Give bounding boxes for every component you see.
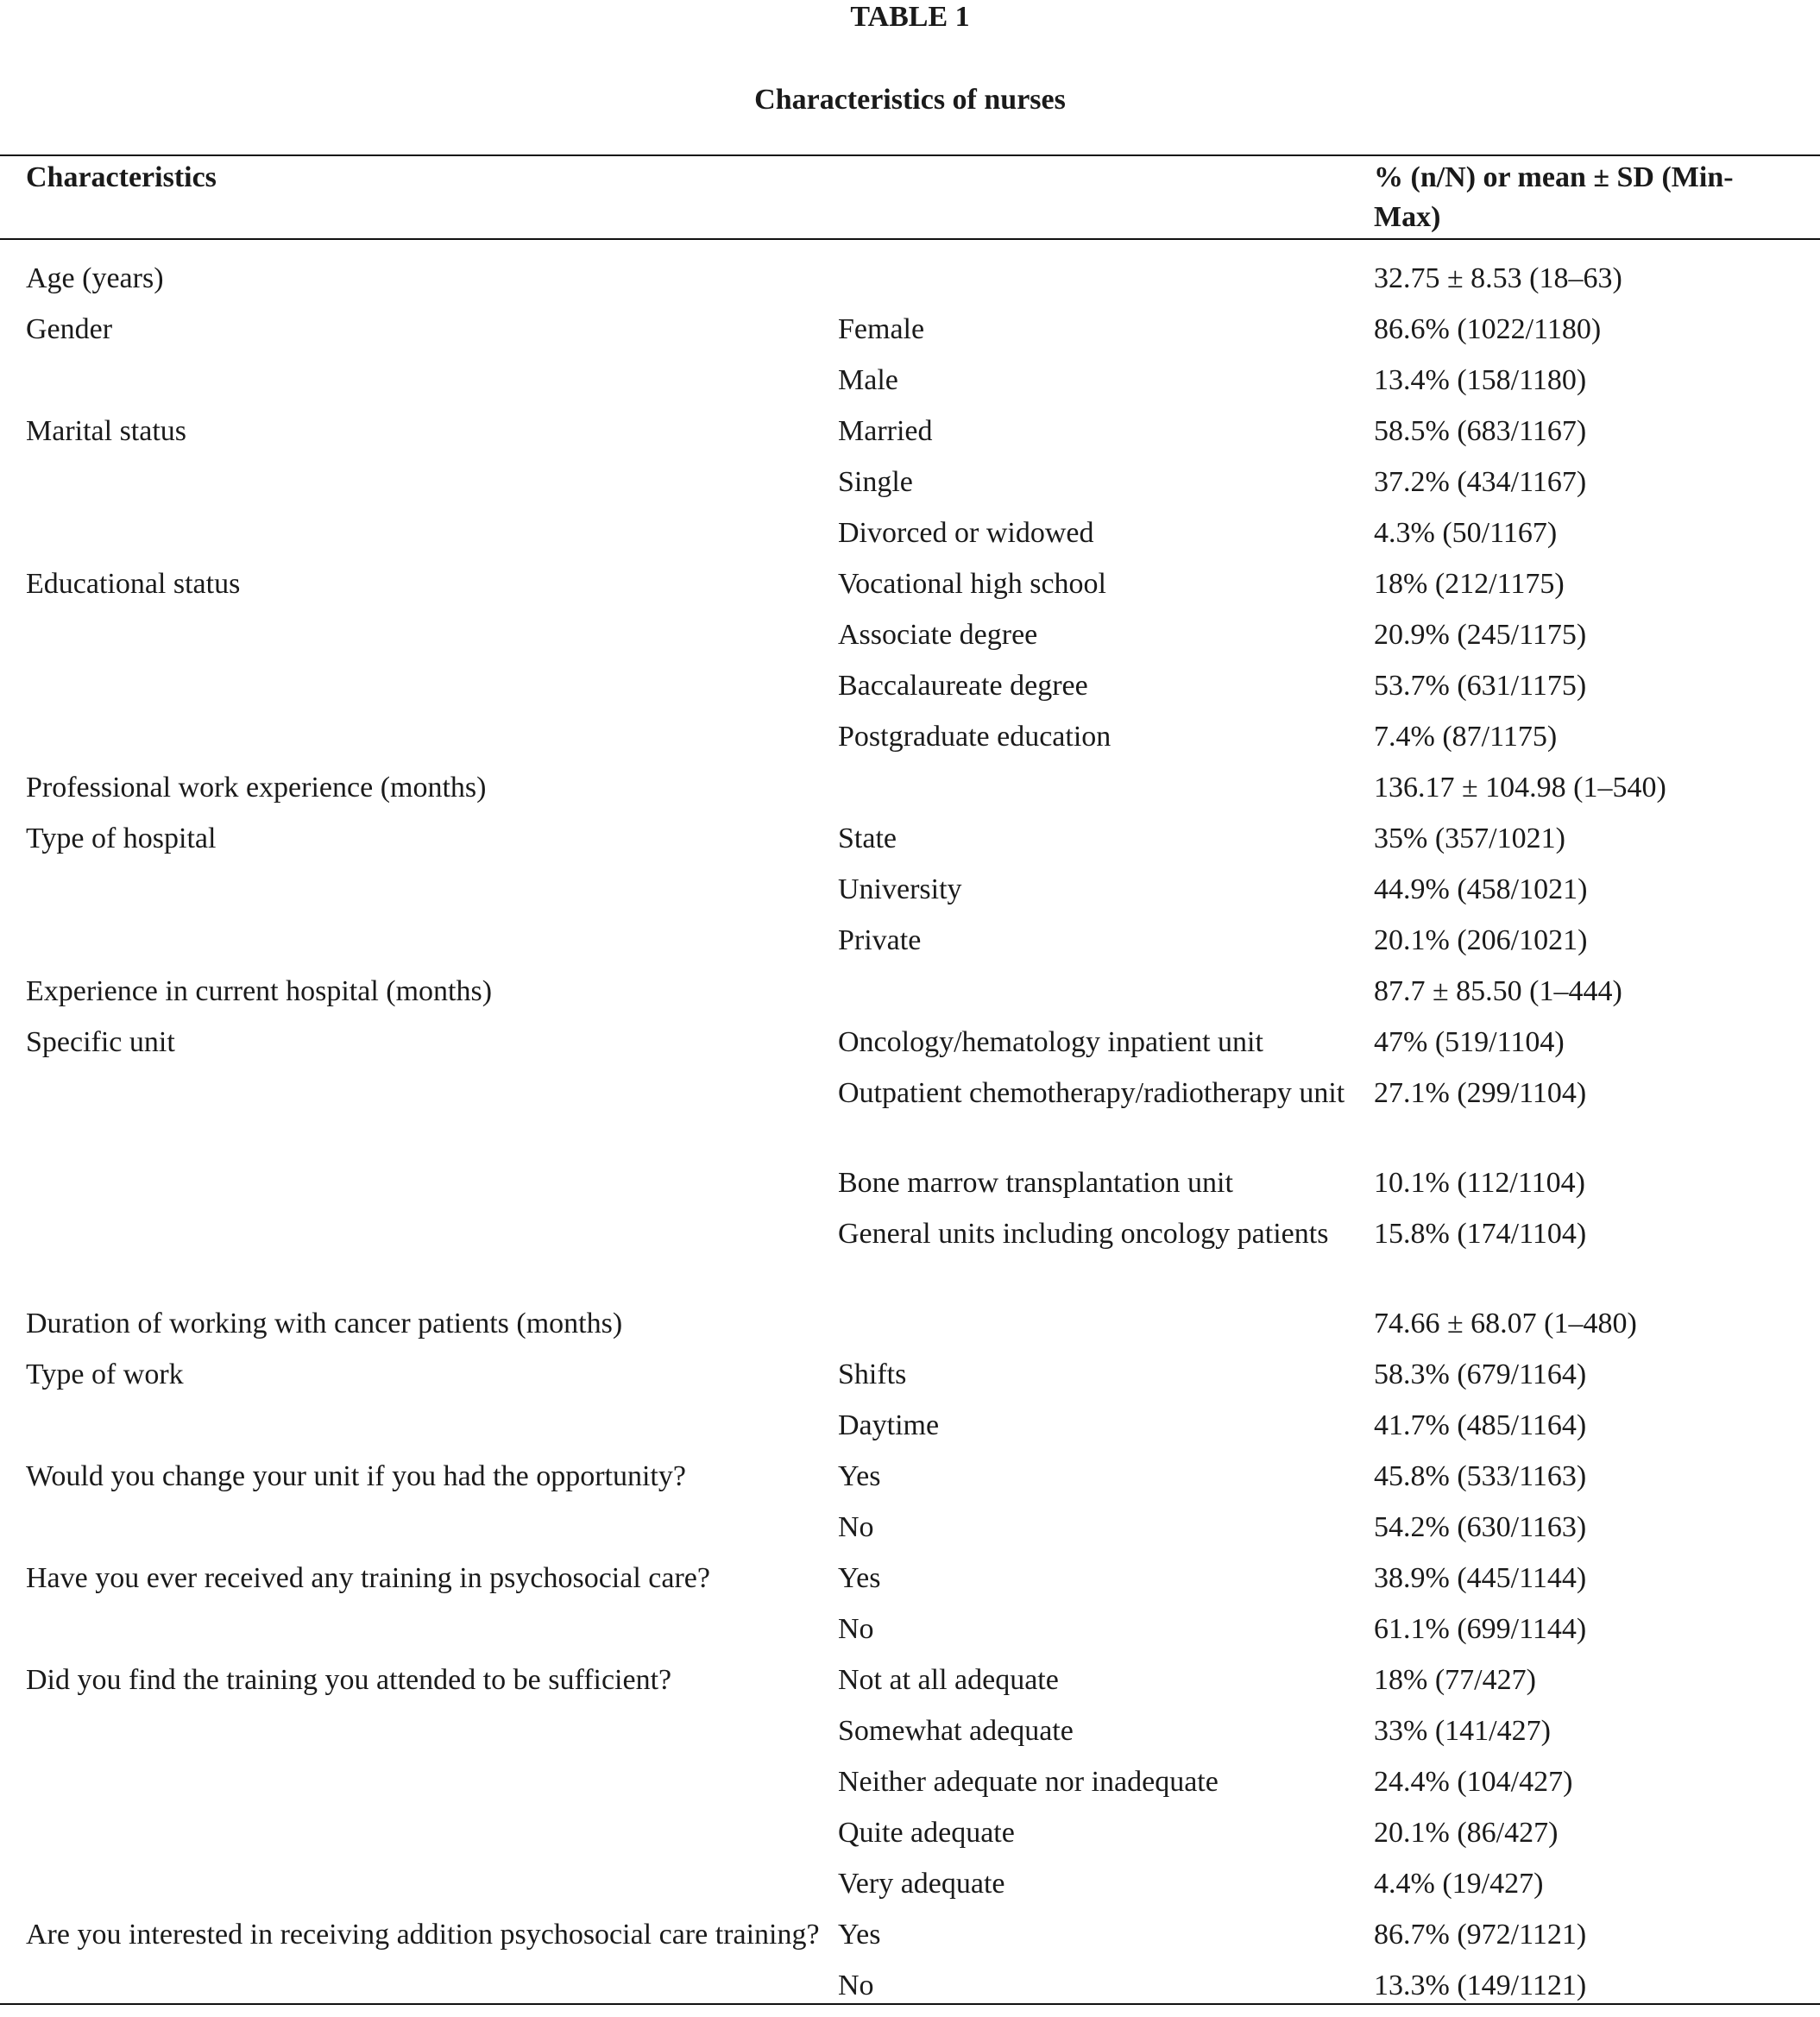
cell-category: Bone marrow transplantation unit bbox=[838, 1167, 1233, 1199]
cell-characteristic-cell bbox=[0, 259, 838, 310]
cell-characteristic-cell bbox=[0, 1074, 838, 1163]
cell-value: 45.8% (533/1163) bbox=[1374, 1460, 1587, 1492]
cell-value-cell bbox=[1374, 1023, 1820, 1074]
table-label: TABLE 1 bbox=[850, 1, 970, 33]
cell-value: 18% (212/1175) bbox=[1374, 568, 1565, 600]
cell-category: Female bbox=[838, 313, 925, 345]
cell-value: 4.4% (19/427) bbox=[1374, 1868, 1544, 1900]
cell-category: Postgraduate education bbox=[838, 721, 1112, 753]
table-header-rule bbox=[0, 238, 1820, 240]
cell-characteristic-cell bbox=[0, 972, 838, 1023]
table-row bbox=[0, 1864, 1820, 1915]
cell-category-cell bbox=[838, 768, 1374, 819]
cell-characteristic-cell bbox=[0, 717, 838, 768]
cell-category-cell bbox=[838, 1508, 1374, 1559]
table-row bbox=[0, 1915, 1820, 1966]
cell-value-cell bbox=[1374, 1355, 1820, 1406]
table-row bbox=[0, 1074, 1820, 1163]
cell-value: 136.17 ± 104.98 (1–540) bbox=[1374, 772, 1666, 804]
cell-value: 35% (357/1021) bbox=[1374, 823, 1565, 854]
cell-characteristic: Are you interested in receiving addition psychosocial care training? bbox=[26, 1919, 820, 1951]
cell-value-cell bbox=[1374, 463, 1820, 514]
cell-category: General units including oncology patients bbox=[838, 1218, 1329, 1250]
cell-characteristic: Duration of working with cancer patients (months) bbox=[26, 1308, 623, 1339]
table-bottom-rule bbox=[0, 2003, 1820, 2005]
cell-category-cell bbox=[838, 666, 1374, 717]
cell-category: No bbox=[838, 1613, 874, 1645]
characteristics-table bbox=[0, 259, 1820, 2017]
cell-characteristic-cell bbox=[0, 310, 838, 361]
cell-category: University bbox=[838, 873, 962, 905]
table-row bbox=[0, 564, 1820, 615]
cell-characteristic: Type of work bbox=[26, 1358, 184, 1390]
cell-category-cell bbox=[838, 717, 1374, 768]
cell-value-cell bbox=[1374, 361, 1820, 412]
cell-characteristic-cell bbox=[0, 564, 838, 615]
cell-value: 41.7% (485/1164) bbox=[1374, 1409, 1587, 1441]
cell-value: 47% (519/1104) bbox=[1374, 1026, 1565, 1058]
table-row bbox=[0, 361, 1820, 412]
cell-category-cell bbox=[838, 361, 1374, 412]
cell-value: 13.3% (149/1121) bbox=[1374, 1970, 1587, 2001]
cell-value: 32.75 ± 8.53 (18–63) bbox=[1374, 262, 1622, 294]
cell-characteristic: Marital status bbox=[26, 415, 187, 447]
cell-value: 15.8% (174/1104) bbox=[1374, 1218, 1587, 1250]
header-value: % (n/N) or mean ± SD (Min-Max) bbox=[1374, 161, 1734, 233]
table-row bbox=[0, 1023, 1820, 1074]
cell-characteristic-cell bbox=[0, 1864, 838, 1915]
cell-category: No bbox=[838, 1511, 874, 1543]
cell-characteristic: Type of hospital bbox=[26, 823, 217, 854]
cell-category-cell bbox=[838, 564, 1374, 615]
cell-value: 74.66 ± 68.07 (1–480) bbox=[1374, 1308, 1637, 1339]
cell-characteristic-cell bbox=[0, 1813, 838, 1864]
cell-category: Married bbox=[838, 415, 933, 447]
table-row bbox=[0, 463, 1820, 514]
cell-value-cell bbox=[1374, 514, 1820, 564]
cell-category: Somewhat adequate bbox=[838, 1715, 1074, 1747]
cell-value: 37.2% (434/1167) bbox=[1374, 466, 1587, 498]
cell-characteristic: Educational status bbox=[26, 568, 241, 600]
cell-value-cell bbox=[1374, 1966, 1820, 2017]
cell-category-cell bbox=[838, 1304, 1374, 1355]
cell-characteristic: Gender bbox=[26, 313, 113, 345]
cell-value: 61.1% (699/1144) bbox=[1374, 1613, 1587, 1645]
table-row bbox=[0, 1304, 1820, 1355]
cell-value-cell bbox=[1374, 412, 1820, 463]
cell-characteristic: Would you change your unit if you had the opportunity? bbox=[26, 1460, 686, 1492]
cell-characteristic: Professional work experience (months) bbox=[26, 772, 487, 804]
cell-value: 20.9% (245/1175) bbox=[1374, 619, 1587, 651]
cell-value-cell bbox=[1374, 1304, 1820, 1355]
table-row bbox=[0, 1508, 1820, 1559]
cell-value-cell bbox=[1374, 564, 1820, 615]
cell-category: Neither adequate nor inadequate bbox=[838, 1766, 1219, 1798]
cell-value: 33% (141/427) bbox=[1374, 1715, 1551, 1747]
table-row bbox=[0, 1610, 1820, 1661]
cell-characteristic-cell bbox=[0, 870, 838, 921]
table-row bbox=[0, 1457, 1820, 1508]
cell-category: Baccalaureate degree bbox=[838, 670, 1088, 702]
cell-value: 4.3% (50/1167) bbox=[1374, 517, 1558, 549]
cell-value-cell bbox=[1374, 819, 1820, 870]
cell-category-cell bbox=[838, 972, 1374, 1023]
cell-characteristic-cell bbox=[0, 361, 838, 412]
cell-characteristic: Experience in current hospital (months) bbox=[26, 975, 493, 1007]
table-row bbox=[0, 972, 1820, 1023]
table-row bbox=[0, 870, 1820, 921]
table-row bbox=[0, 1163, 1820, 1214]
cell-value: 53.7% (631/1175) bbox=[1374, 670, 1587, 702]
cell-value-cell bbox=[1374, 1559, 1820, 1610]
table-row bbox=[0, 1711, 1820, 1762]
cell-value: 7.4% (87/1175) bbox=[1374, 721, 1558, 753]
cell-category-cell bbox=[838, 310, 1374, 361]
cell-value-cell bbox=[1374, 1610, 1820, 1661]
cell-characteristic-cell bbox=[0, 921, 838, 972]
cell-value-cell bbox=[1374, 1406, 1820, 1457]
cell-value-cell bbox=[1374, 310, 1820, 361]
cell-value-cell bbox=[1374, 1915, 1820, 1966]
cell-value-cell bbox=[1374, 1214, 1820, 1304]
cell-value: 38.9% (445/1144) bbox=[1374, 1562, 1587, 1594]
cell-category-cell bbox=[838, 819, 1374, 870]
table-row bbox=[0, 1813, 1820, 1864]
table-row bbox=[0, 1214, 1820, 1304]
cell-category-cell bbox=[838, 1559, 1374, 1610]
cell-category: Private bbox=[838, 924, 922, 956]
cell-category: Oncology/hematology inpatient unit bbox=[838, 1026, 1263, 1058]
table-row bbox=[0, 310, 1820, 361]
table-row bbox=[0, 1559, 1820, 1610]
cell-characteristic-cell bbox=[0, 615, 838, 666]
cell-characteristic-cell bbox=[0, 1966, 838, 2017]
table-row bbox=[0, 259, 1820, 310]
cell-characteristic-cell bbox=[0, 1406, 838, 1457]
cell-value: 86.6% (1022/1180) bbox=[1374, 313, 1602, 345]
cell-category-cell bbox=[838, 1163, 1374, 1214]
table-row bbox=[0, 514, 1820, 564]
cell-value: 13.4% (158/1180) bbox=[1374, 364, 1587, 396]
cell-category: Male bbox=[838, 364, 898, 396]
cell-category-cell bbox=[838, 1074, 1374, 1163]
cell-characteristic-cell bbox=[0, 1508, 838, 1559]
table-row bbox=[0, 615, 1820, 666]
cell-category-cell bbox=[838, 463, 1374, 514]
cell-category-cell bbox=[838, 1214, 1374, 1304]
cell-value-cell bbox=[1374, 972, 1820, 1023]
table-body bbox=[0, 259, 1820, 2017]
cell-value-cell bbox=[1374, 768, 1820, 819]
cell-characteristic-cell bbox=[0, 1457, 838, 1508]
cell-characteristic-cell bbox=[0, 666, 838, 717]
cell-value-cell bbox=[1374, 870, 1820, 921]
cell-value-cell bbox=[1374, 1457, 1820, 1508]
cell-category: Outpatient chemotherapy/radiotherapy unit bbox=[838, 1077, 1345, 1109]
cell-category: Yes bbox=[838, 1562, 881, 1594]
cell-category-cell bbox=[838, 1023, 1374, 1074]
cell-value-cell bbox=[1374, 1762, 1820, 1813]
cell-characteristic-cell bbox=[0, 1023, 838, 1074]
cell-value-cell bbox=[1374, 921, 1820, 972]
cell-value-cell bbox=[1374, 1163, 1820, 1214]
cell-category-cell bbox=[838, 870, 1374, 921]
cell-characteristic-cell bbox=[0, 463, 838, 514]
cell-characteristic-cell bbox=[0, 1661, 838, 1711]
cell-value: 86.7% (972/1121) bbox=[1374, 1919, 1587, 1951]
cell-category-cell bbox=[838, 1610, 1374, 1661]
cell-characteristic: Did you find the training you attended to be sufficient? bbox=[26, 1664, 672, 1696]
cell-value: 58.3% (679/1164) bbox=[1374, 1358, 1587, 1390]
table-row bbox=[0, 1762, 1820, 1813]
cell-characteristic: Age (years) bbox=[26, 262, 164, 294]
cell-characteristic-cell bbox=[0, 1163, 838, 1214]
cell-category-cell bbox=[838, 1762, 1374, 1813]
table-row bbox=[0, 819, 1820, 870]
cell-characteristic-cell bbox=[0, 1762, 838, 1813]
cell-category: Yes bbox=[838, 1460, 881, 1492]
cell-value-cell bbox=[1374, 1813, 1820, 1864]
cell-characteristic-cell bbox=[0, 1214, 838, 1304]
cell-value: 18% (77/427) bbox=[1374, 1664, 1536, 1696]
table-row bbox=[0, 921, 1820, 972]
cell-value-cell bbox=[1374, 1074, 1820, 1163]
cell-category: Not at all adequate bbox=[838, 1664, 1059, 1696]
cell-category-cell bbox=[838, 1966, 1374, 2017]
cell-characteristic-cell bbox=[0, 1915, 838, 1966]
cell-characteristic-cell bbox=[0, 412, 838, 463]
table-row bbox=[0, 768, 1820, 819]
cell-characteristic-cell bbox=[0, 768, 838, 819]
cell-characteristic-cell bbox=[0, 1610, 838, 1661]
cell-category: Quite adequate bbox=[838, 1817, 1015, 1849]
cell-value: 27.1% (299/1104) bbox=[1374, 1077, 1587, 1109]
cell-value: 24.4% (104/427) bbox=[1374, 1766, 1573, 1798]
cell-value-cell bbox=[1374, 1864, 1820, 1915]
cell-category-cell bbox=[838, 1915, 1374, 1966]
cell-category: State bbox=[838, 823, 897, 854]
cell-category-cell bbox=[838, 259, 1374, 310]
cell-category-cell bbox=[838, 615, 1374, 666]
table-row bbox=[0, 1406, 1820, 1457]
cell-value-cell bbox=[1374, 259, 1820, 310]
cell-category: Single bbox=[838, 466, 913, 498]
cell-value-cell bbox=[1374, 717, 1820, 768]
table-row bbox=[0, 666, 1820, 717]
cell-value-cell bbox=[1374, 1711, 1820, 1762]
cell-category: Vocational high school bbox=[838, 568, 1106, 600]
cell-characteristic-cell bbox=[0, 514, 838, 564]
cell-value: 58.5% (683/1167) bbox=[1374, 415, 1587, 447]
cell-value: 87.7 ± 85.50 (1–444) bbox=[1374, 975, 1622, 1007]
cell-value: 20.1% (86/427) bbox=[1374, 1817, 1559, 1849]
cell-characteristic-cell bbox=[0, 1711, 838, 1762]
cell-category-cell bbox=[838, 514, 1374, 564]
cell-category-cell bbox=[838, 921, 1374, 972]
table-row bbox=[0, 717, 1820, 768]
cell-characteristic-cell bbox=[0, 1355, 838, 1406]
cell-category-cell bbox=[838, 1355, 1374, 1406]
cell-value-cell bbox=[1374, 615, 1820, 666]
table-row bbox=[0, 1355, 1820, 1406]
cell-characteristic-cell bbox=[0, 819, 838, 870]
header-characteristics: Characteristics bbox=[26, 161, 217, 193]
cell-value: 10.1% (112/1104) bbox=[1374, 1167, 1585, 1199]
cell-category: Divorced or widowed bbox=[838, 517, 1094, 549]
table-caption: Characteristics of nurses bbox=[754, 84, 1066, 116]
table-row bbox=[0, 412, 1820, 463]
cell-category: Very adequate bbox=[838, 1868, 1005, 1900]
cell-value-cell bbox=[1374, 666, 1820, 717]
cell-category: Associate degree bbox=[838, 619, 1038, 651]
cell-characteristic-cell bbox=[0, 1559, 838, 1610]
cell-value-cell bbox=[1374, 1508, 1820, 1559]
cell-value: 44.9% (458/1021) bbox=[1374, 873, 1588, 905]
cell-characteristic: Specific unit bbox=[26, 1026, 175, 1058]
cell-category-cell bbox=[838, 1813, 1374, 1864]
cell-category-cell bbox=[838, 1406, 1374, 1457]
cell-value: 54.2% (630/1163) bbox=[1374, 1511, 1587, 1543]
cell-value-cell bbox=[1374, 1661, 1820, 1711]
cell-characteristic-cell bbox=[0, 1304, 838, 1355]
table-top-rule bbox=[0, 154, 1820, 156]
cell-category-cell bbox=[838, 1864, 1374, 1915]
cell-characteristic: Have you ever received any training in psychosocial care? bbox=[26, 1562, 710, 1594]
cell-category: No bbox=[838, 1970, 874, 2001]
table-row bbox=[0, 1966, 1820, 2017]
table-row bbox=[0, 1661, 1820, 1711]
cell-category: Yes bbox=[838, 1919, 881, 1951]
cell-category-cell bbox=[838, 1711, 1374, 1762]
cell-category: Daytime bbox=[838, 1409, 940, 1441]
cell-category: Shifts bbox=[838, 1358, 907, 1390]
cell-value: 20.1% (206/1021) bbox=[1374, 924, 1588, 956]
cell-category-cell bbox=[838, 1661, 1374, 1711]
cell-category-cell bbox=[838, 1457, 1374, 1508]
cell-category-cell bbox=[838, 412, 1374, 463]
